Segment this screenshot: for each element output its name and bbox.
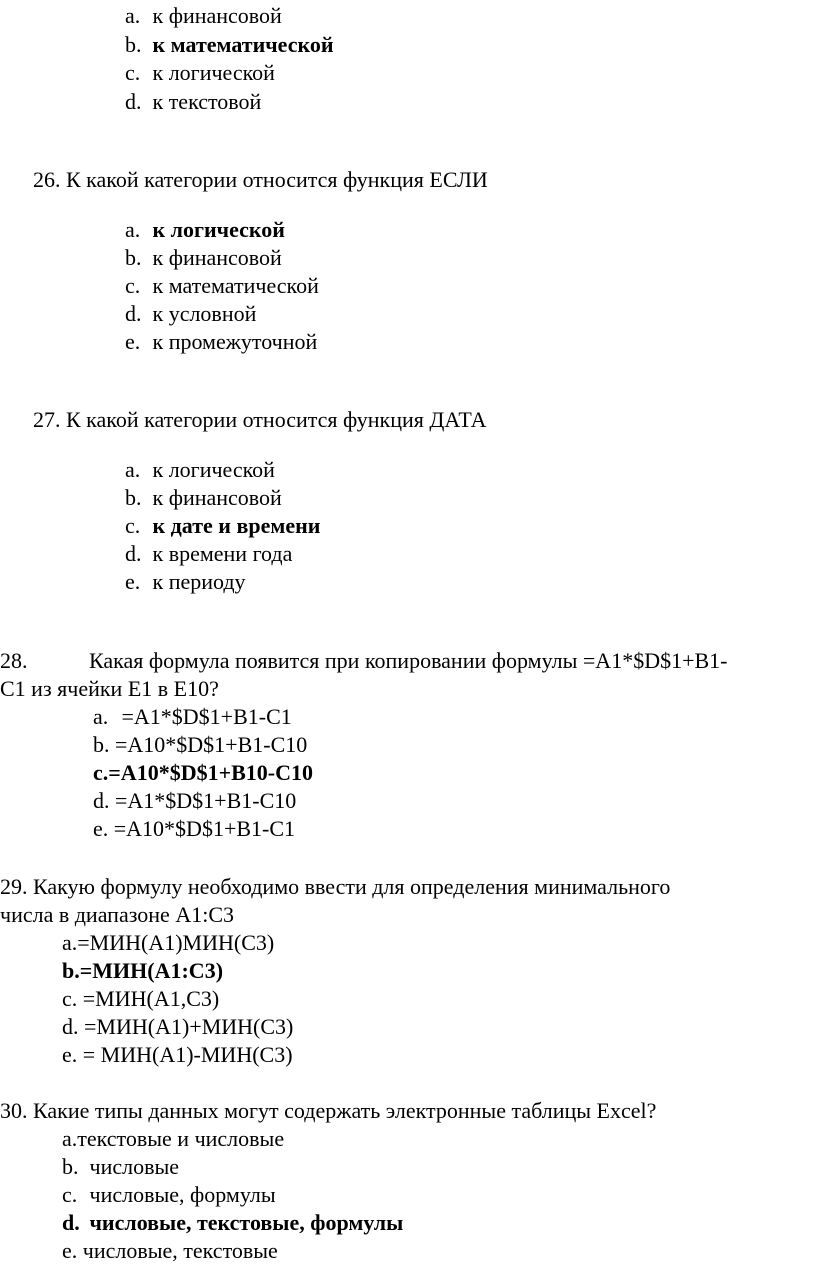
q30-option-c: c. числовые, формулы bbox=[62, 1182, 276, 1207]
q29-option-b: b.=МИН(А1:С3) bbox=[62, 958, 224, 983]
q28-number: 28. bbox=[0, 648, 28, 673]
q27-question: 27. К какой категории относится функция ДАТА bbox=[33, 407, 487, 432]
q25-option-b: b. к математической bbox=[125, 32, 334, 57]
q30-option-d: d. числовые, текстовые, формулы bbox=[62, 1210, 404, 1235]
q28-option-a: a. =A1*$D$1+B1-C1 bbox=[93, 704, 292, 729]
q26-option-a: a. к логической bbox=[125, 217, 285, 242]
q29-option-a: a.=МИН(А1)МИН(С3) bbox=[62, 930, 275, 955]
q27-option-a: a. к логической bbox=[125, 457, 275, 482]
q30-option-a: a.текстовые и числовые bbox=[62, 1126, 285, 1151]
q26-question: 26. К какой категории относится функция ЕСЛИ bbox=[33, 167, 488, 192]
q26-option-d: d. к условной bbox=[125, 301, 257, 326]
q25-option-c: c. к логической bbox=[125, 60, 275, 85]
q26-option-b: b. к финансовой bbox=[125, 245, 282, 270]
q27-option-d: d. к времени года bbox=[125, 541, 293, 566]
q30-option-e: e. числовые, текстовые bbox=[62, 1238, 278, 1263]
q25-option-d: d. к текстовой bbox=[125, 89, 262, 114]
q29-question-line2: числа в диапазоне А1:С3 bbox=[0, 902, 234, 927]
q27-option-c: c. к дате и времени bbox=[125, 513, 321, 538]
q25-option-a: a. к финансовой bbox=[125, 3, 282, 28]
q30-option-b: b. числовые bbox=[62, 1154, 180, 1179]
q27-option-e: e. к периоду bbox=[125, 569, 246, 594]
q30-question: 30. Какие типы данных могут содержать электронные таблицы Excel? bbox=[0, 1098, 657, 1123]
q27-option-b: b. к финансовой bbox=[125, 485, 282, 510]
q26-option-e: e. к промежуточной bbox=[125, 329, 318, 354]
q28-option-b: b. =A10*$D$1+B1-C10 bbox=[93, 732, 308, 757]
q28-option-d: d. =A1*$D$1+B1-C10 bbox=[93, 788, 297, 813]
q29-option-c: c. =МИН(А1,С3) bbox=[62, 986, 220, 1011]
q28-option-c: c.=A10*$D$1+B10-C10 bbox=[93, 760, 313, 785]
q28-option-e: e. =A10*$D$1+B1-C1 bbox=[93, 816, 296, 841]
q28-question-line2: C1 из ячейки E1 в E10? bbox=[0, 676, 219, 701]
q26-option-c: c. к математической bbox=[125, 273, 319, 298]
q29-question-line1: 29. Какую формулу необходимо ввести для определения минимального bbox=[0, 874, 671, 899]
q29-option-e: e. = МИН(А1)-МИН(С3) bbox=[62, 1042, 293, 1067]
q29-option-d: d. =МИН(А1)+МИН(С3) bbox=[62, 1014, 294, 1039]
q28-question-line1: Какая формула появится при копировании формулы =A1*$D$1+B1- bbox=[89, 648, 728, 673]
